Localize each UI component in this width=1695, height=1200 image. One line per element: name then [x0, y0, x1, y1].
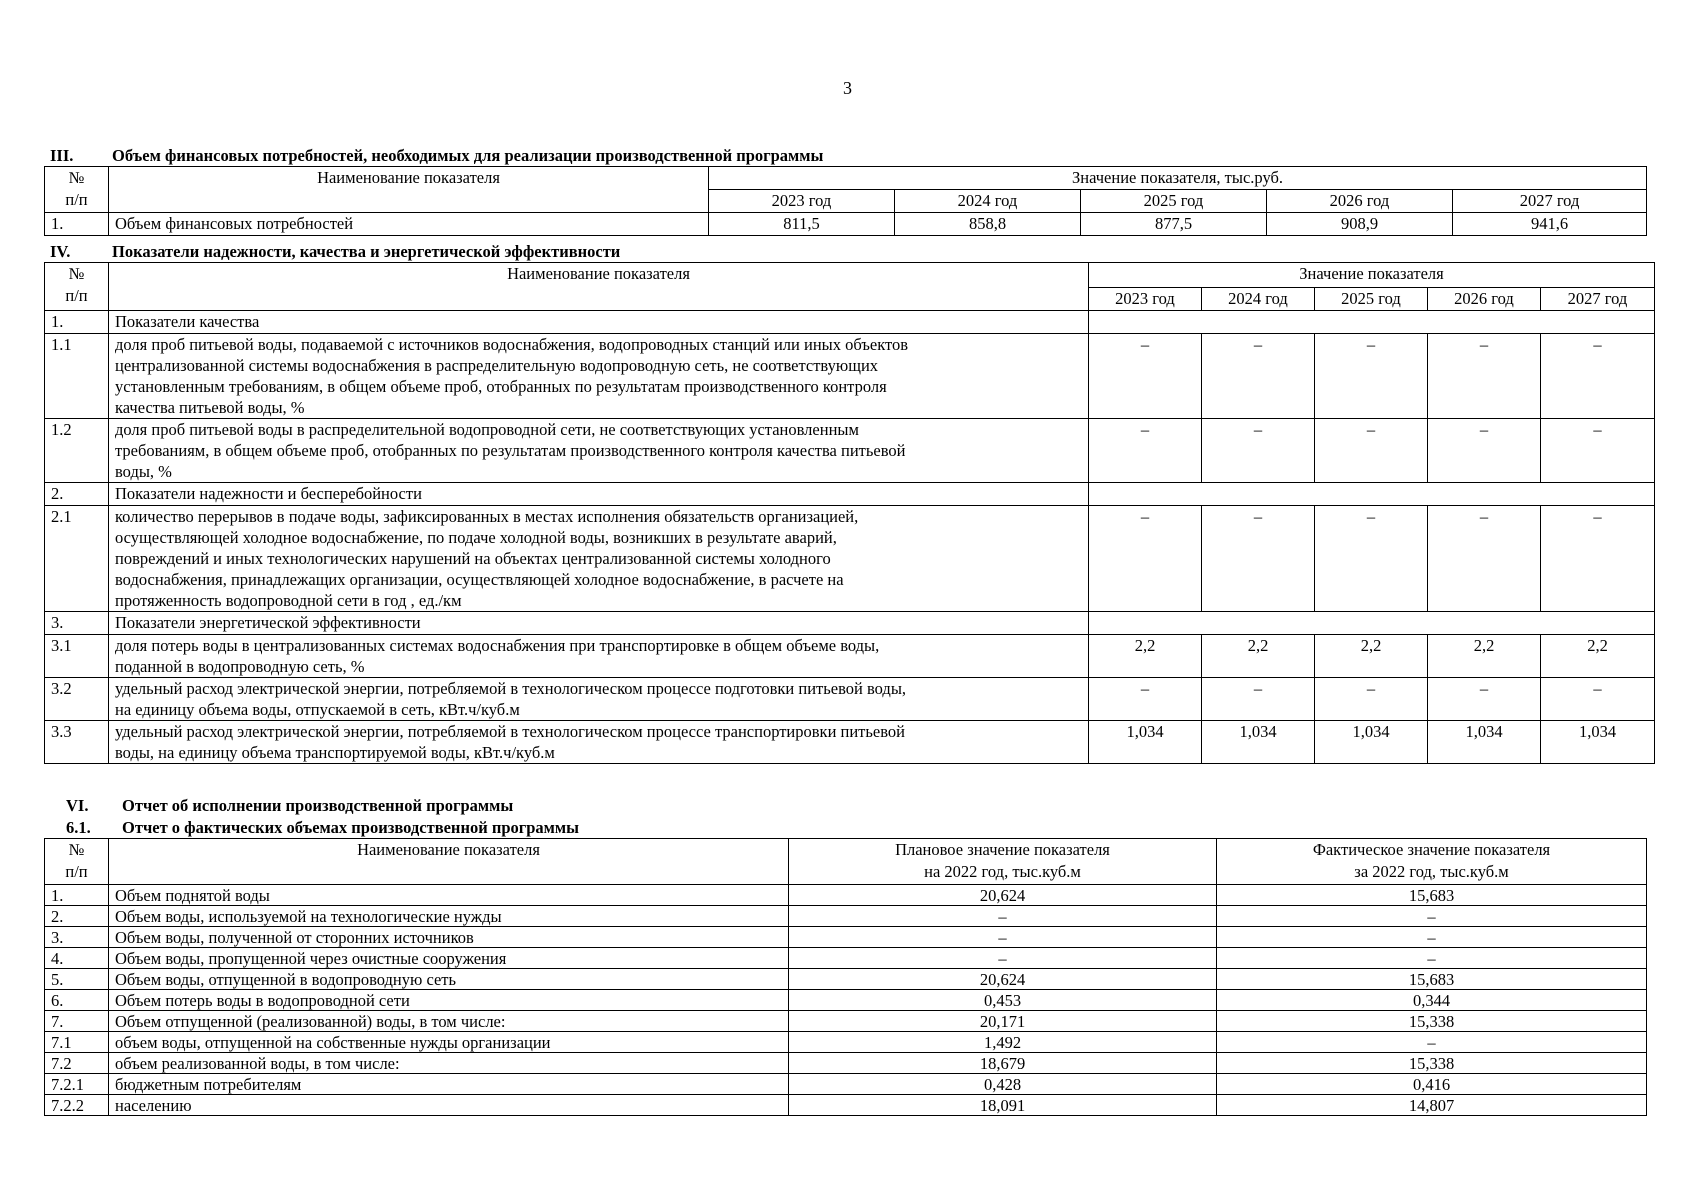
row-plan-value: 0,453	[789, 990, 1217, 1011]
row-plan-value: 1,492	[789, 1032, 1217, 1053]
row-name: объем реализованной воды, в том числе:	[109, 1053, 789, 1074]
group-row	[45, 612, 1655, 635]
row-number: 1.	[45, 885, 109, 906]
year-header: 2026 год	[1428, 288, 1541, 311]
row-value: –	[1541, 506, 1655, 612]
year-header: 2025 год	[1081, 190, 1267, 213]
row-name	[109, 419, 1089, 483]
row-name-line: протяженность водопроводной сети в год , ед./км	[115, 591, 462, 610]
table-row	[45, 948, 1647, 969]
row-fact-value: 15,683	[1217, 969, 1647, 990]
group-name: Показатели качества	[109, 311, 1089, 334]
row-name: Объем отпущенной (реализованной) воды, в том числе:	[109, 1011, 789, 1032]
col-name-header: Наименование показателя	[109, 167, 709, 213]
row-value: 2,2	[1202, 635, 1315, 678]
row-name-line: требованиям, в общем объеме проб, отобранных по результатам производственного контроля качества питьевой	[115, 441, 906, 460]
row-name-line: качества питьевой воды, %	[115, 398, 305, 417]
table-row	[45, 1074, 1647, 1095]
row-value: 2,2	[1315, 635, 1428, 678]
table-row	[45, 1011, 1647, 1032]
row-number: 2.	[45, 906, 109, 927]
section-3-title: Объем финансовых потребностей, необходимых для реализации производственной программы	[112, 146, 824, 165]
row-number: 1.2	[45, 419, 109, 483]
row-fact-value: 15,338	[1217, 1011, 1647, 1032]
row-number: 3.	[45, 612, 109, 635]
col-fact-header: Фактическое значение показателя за 2022 год, тыс.куб.м	[1217, 839, 1647, 885]
group-name: Показатели надежности и бесперебойности	[109, 483, 1089, 506]
group-name: Показатели энергетической эффективности	[109, 612, 1089, 635]
col-no-header: № п/п	[45, 167, 109, 213]
actual-volumes-table	[44, 838, 1647, 1116]
row-number: 1.1	[45, 334, 109, 419]
col-value-header: Значение показателя, тыс.руб.	[709, 167, 1647, 190]
row-plan-value: –	[789, 948, 1217, 969]
row-number: 6.	[45, 990, 109, 1011]
table-row	[45, 334, 1655, 419]
row-value: –	[1315, 334, 1428, 419]
section-6-1-title: Отчет о фактических объемах производственной программы	[122, 818, 580, 837]
table-row	[45, 990, 1647, 1011]
section-4-heading	[50, 242, 620, 262]
row-plan-value: 18,679	[789, 1053, 1217, 1074]
row-name-line: воды, на единицу объема транспортируемой воды, кВт.ч/куб.м	[115, 743, 555, 762]
row-value: 1,034	[1315, 721, 1428, 764]
row-value: –	[1089, 334, 1202, 419]
row-value: 811,5	[709, 213, 895, 236]
row-value: –	[1202, 419, 1315, 483]
row-name-line: водоснабжения, принадлежащих организации, осуществляющей холодное водоснабжение, в расчете на	[115, 570, 844, 589]
row-name: населению	[109, 1095, 789, 1116]
row-name: бюджетным потребителям	[109, 1074, 789, 1095]
section-6-number: VI.	[66, 796, 89, 815]
row-fact-value: 14,807	[1217, 1095, 1647, 1116]
year-header: 2023 год	[709, 190, 895, 213]
row-value: –	[1202, 506, 1315, 612]
table-row	[45, 885, 1647, 906]
row-name: Объем воды, пропущенной через очистные сооружения	[109, 948, 789, 969]
row-number: 5.	[45, 969, 109, 990]
row-fact-value: –	[1217, 927, 1647, 948]
section-4-number: IV.	[50, 242, 71, 261]
row-number: 2.1	[45, 506, 109, 612]
row-name-line: на единицу объема воды, отпускаемой в сеть, кВт.ч/куб.м	[115, 700, 520, 719]
section-3-heading	[50, 146, 823, 166]
reliability-indicators-table	[44, 262, 1655, 764]
row-number: 1.	[45, 213, 109, 236]
section-6-heading	[66, 796, 513, 816]
row-name-line: удельный расход электрической энергии, потребляемой в технологическом процессе подготовки питьевой воды,	[115, 679, 907, 698]
row-value: –	[1315, 419, 1428, 483]
col-name-header: Наименование показателя	[109, 839, 789, 885]
row-value: –	[1089, 506, 1202, 612]
row-value: 908,9	[1267, 213, 1453, 236]
col-plan-header: Плановое значение показателя на 2022 год, тыс.куб.м	[789, 839, 1217, 885]
row-name-line: удельный расход электрической энергии, потребляемой в технологическом процессе транспортировки питьевой	[115, 722, 906, 741]
row-plan-value: 18,091	[789, 1095, 1217, 1116]
row-value: –	[1541, 334, 1655, 419]
section-3-number: III.	[50, 146, 74, 165]
row-fact-value: –	[1217, 948, 1647, 969]
row-name: Объем воды, отпущенной в водопроводную сеть	[109, 969, 789, 990]
row-value: 1,034	[1202, 721, 1315, 764]
table-row	[45, 721, 1655, 764]
row-number: 1.	[45, 311, 109, 334]
table-row	[45, 1053, 1647, 1074]
row-name: Объем воды, используемой на технологические нужды	[109, 906, 789, 927]
row-name-line: осуществляющей холодное водоснабжение, по подаче холодной воды, возникших в результате аварий,	[115, 528, 837, 547]
row-name: Объем воды, полученной от сторонних источников	[109, 927, 789, 948]
row-name	[109, 334, 1089, 419]
table-row	[45, 678, 1655, 721]
row-value: –	[1089, 419, 1202, 483]
row-value: 2,2	[1428, 635, 1541, 678]
row-value: –	[1541, 678, 1655, 721]
row-number: 7.	[45, 1011, 109, 1032]
group-row	[45, 483, 1655, 506]
row-name	[109, 635, 1089, 678]
year-header: 2023 год	[1089, 288, 1202, 311]
table-row	[45, 1032, 1647, 1053]
row-name: объем воды, отпущенной на собственные нужды организации	[109, 1032, 789, 1053]
table-row	[45, 213, 1647, 236]
row-value: 877,5	[1081, 213, 1267, 236]
col-no-header: № п/п	[45, 839, 109, 885]
row-name	[109, 506, 1089, 612]
row-name-line: доля проб питьевой воды в распределительной водопроводной сети, не соответствующих установленным	[115, 420, 859, 439]
row-plan-value: 20,624	[789, 885, 1217, 906]
row-number: 3.2	[45, 678, 109, 721]
row-value: –	[1202, 334, 1315, 419]
row-name-line: доля проб питьевой воды, подаваемой с источников водоснабжения, водопроводных станций или иных объектов	[115, 335, 909, 354]
empty-values-cell	[1089, 311, 1655, 334]
row-value: 1,034	[1089, 721, 1202, 764]
col-value-header: Значение показателя	[1089, 263, 1655, 288]
row-value: –	[1315, 506, 1428, 612]
row-fact-value: 15,683	[1217, 885, 1647, 906]
table-row	[45, 635, 1655, 678]
row-number: 7.1	[45, 1032, 109, 1053]
row-number: 7.2	[45, 1053, 109, 1074]
row-value: 2,2	[1541, 635, 1655, 678]
row-name: Объем финансовых потребностей	[109, 213, 709, 236]
row-number: 7.2.2	[45, 1095, 109, 1116]
row-number: 4.	[45, 948, 109, 969]
table-row	[45, 969, 1647, 990]
row-fact-value: –	[1217, 1032, 1647, 1053]
row-fact-value: 15,338	[1217, 1053, 1647, 1074]
col-no-header: № п/п	[45, 263, 109, 311]
row-number: 7.2.1	[45, 1074, 109, 1095]
row-name: Объем потерь воды в водопроводной сети	[109, 990, 789, 1011]
section-6-1-number: 6.1.	[66, 818, 91, 837]
row-value: –	[1428, 506, 1541, 612]
page-number: 3	[843, 78, 852, 98]
row-number: 3.	[45, 927, 109, 948]
row-name-line: доля потерь воды в централизованных системах водоснабжения при транспортировке в общем объеме воды,	[115, 636, 880, 655]
row-value: –	[1428, 419, 1541, 483]
row-fact-value: –	[1217, 906, 1647, 927]
year-header: 2024 год	[895, 190, 1081, 213]
section-4-title: Показатели надежности, качества и энергетической эффективности	[112, 242, 621, 261]
row-value: –	[1089, 678, 1202, 721]
row-name-line: централизованной системы водоснабжения в распределительную водопроводную сеть, не соответствующих	[115, 356, 879, 375]
row-value: –	[1541, 419, 1655, 483]
year-header: 2027 год	[1541, 288, 1655, 311]
row-number: 2.	[45, 483, 109, 506]
year-header: 2025 год	[1315, 288, 1428, 311]
row-value: 2,2	[1089, 635, 1202, 678]
year-header: 2027 год	[1453, 190, 1647, 213]
row-name	[109, 678, 1089, 721]
row-plan-value: –	[789, 927, 1217, 948]
row-name-line: воды, %	[115, 462, 172, 481]
row-name-line: количество перерывов в подаче воды, зафиксированных в местах исполнения обязательств организацией,	[115, 507, 859, 526]
row-value: –	[1428, 678, 1541, 721]
table-row	[45, 506, 1655, 612]
row-value: 858,8	[895, 213, 1081, 236]
row-value: 1,034	[1541, 721, 1655, 764]
row-fact-value: 0,416	[1217, 1074, 1647, 1095]
section-6-1-heading	[66, 818, 579, 838]
row-value: –	[1315, 678, 1428, 721]
table-row	[45, 1095, 1647, 1116]
row-name: Объем поднятой воды	[109, 885, 789, 906]
table-row	[45, 927, 1647, 948]
table-row	[45, 906, 1647, 927]
row-name	[109, 721, 1089, 764]
financial-needs-table	[44, 166, 1647, 236]
row-name-line: повреждений и иных технологических нарушений на объектах централизованной системы холодного	[115, 549, 831, 568]
col-name-header: Наименование показателя	[109, 263, 1089, 311]
row-value: –	[1202, 678, 1315, 721]
row-plan-value: 20,171	[789, 1011, 1217, 1032]
row-value: –	[1428, 334, 1541, 419]
group-row	[45, 311, 1655, 334]
year-header: 2024 год	[1202, 288, 1315, 311]
row-name-line: установленным требованиям, в общем объеме проб, отобранных по результатам производственного контроля	[115, 377, 887, 396]
table-row	[45, 419, 1655, 483]
row-value: 1,034	[1428, 721, 1541, 764]
row-number: 3.3	[45, 721, 109, 764]
year-header: 2026 год	[1267, 190, 1453, 213]
empty-values-cell	[1089, 483, 1655, 506]
row-plan-value: 0,428	[789, 1074, 1217, 1095]
row-plan-value: 20,624	[789, 969, 1217, 990]
row-name-line: поданной в водопроводную сеть, %	[115, 657, 365, 676]
section-6-title: Отчет об исполнении производственной программы	[122, 796, 514, 815]
empty-values-cell	[1089, 612, 1655, 635]
row-plan-value: –	[789, 906, 1217, 927]
row-fact-value: 0,344	[1217, 990, 1647, 1011]
row-number: 3.1	[45, 635, 109, 678]
row-value: 941,6	[1453, 213, 1647, 236]
